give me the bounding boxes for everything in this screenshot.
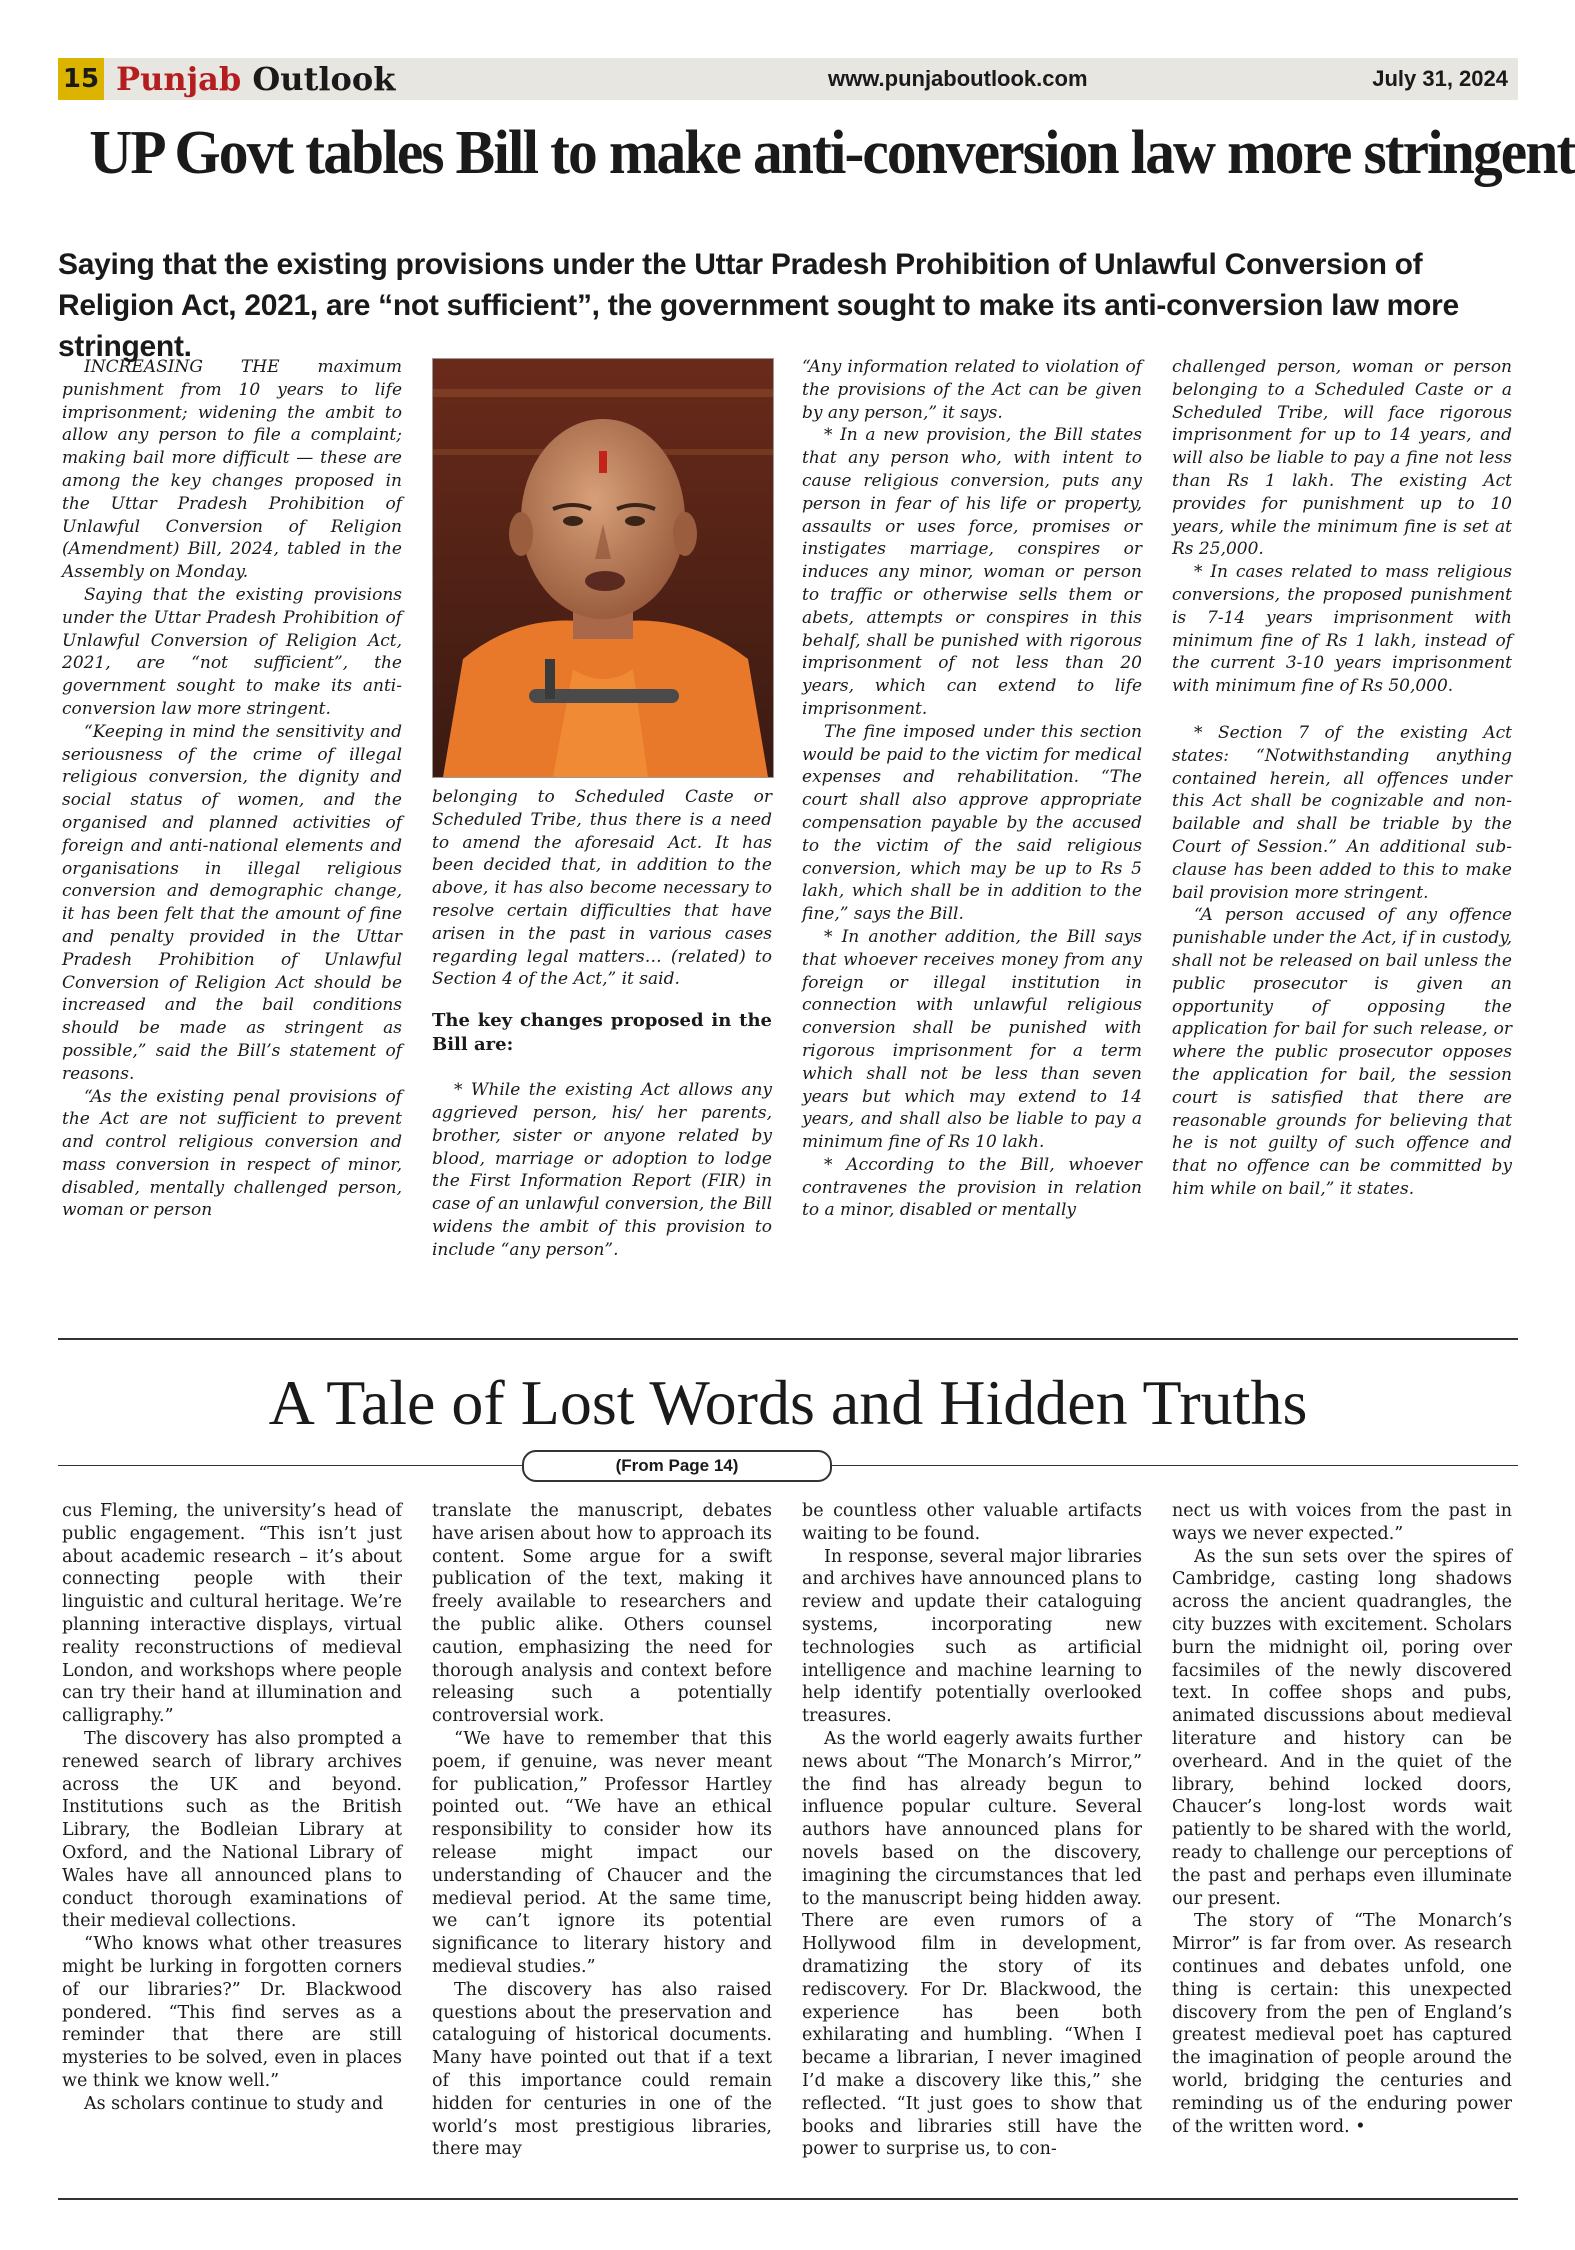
publication-name xyxy=(116,58,395,100)
paragraph: As the world eagerly awaits further news about “The Monarch’s Mirror,” the find has already begun to influence popular culture. Several authors have announced plans for novels based on the discovery, imagining the circumstances that led to the manuscript being hidden away. There are even rumors of a Hollywood film in development, dramatizing the story of its rediscovery. For Dr. Blackwood, the experience has been both exhilarating and humbling. “When I became a librarian, I never imagined I’d make a discovery like this,” she reflected. “It just goes to show that books and libraries still have the power to surprise us, to con- xyxy=(802,1728,1142,2160)
story2-column-1 xyxy=(62,1500,402,2116)
paragraph: * In a new provision, the Bill states that any person who, with intent to cause religious conversion, puts any person in fear of his life or property, assaults or uses force, promises or instigates marriage, conspires or induces any minor, woman or person to traffic or otherwise sells them or abets, attempts or conspires in this behalf, shall be punished with rigorous imprisonment of not less than 20 years, which can extend to life imprisonment. xyxy=(802,425,1142,719)
paragraph: be countless other valuable artifacts waiting to be found. xyxy=(802,1501,1142,1544)
paragraph: * According to the Bill, whoever contravenes the provision in relation to a minor, disabled or mentally xyxy=(802,1154,1142,1221)
paragraph: INCREASING THE maximum punishment from 10 years to life imprisonment; widening the ambit to allow any person to file a complaint; making bail more difficult — these are among the key changes proposed in the Uttar Pradesh Prohibition of Unlawful Conversion of Religion (Amendment) Bill, 2024, tabled in the Assembly on Monday. xyxy=(62,357,402,583)
website-url: www.punjaboutlook.com xyxy=(828,66,1088,91)
paragraph: Saying that the existing provisions under the Uttar Pradesh Prohibition of Unlawful Conversion of Religion Act, 2021, are “not sufficient”, the government sought to make its anti-conversion law more stringent. xyxy=(62,584,402,719)
paragraph: The discovery has also raised questions about the preservation and cataloguing of historical documents. Many have pointed out that if a text of this importance could remain hidden for centuries in one of the world’s most prestigious libraries, there may xyxy=(432,1979,772,2160)
story1-headline: UP Govt tables Bill to make anti-conversion law more stringent xyxy=(89,119,1575,187)
paragraph: The fine imposed under this section would be paid to the victim for medical expenses and rehabilitation. “The court shall also approve appropriate compensation payable by the accused to the victim of the said religious conversion, which may be up to Rs 5 lakh, which shall be in addition to the fine,” says the Bill. xyxy=(802,721,1142,925)
paragraph: “We have to remember that this poem, if genuine, was never meant for publication,” Professor Hartley pointed out. “We have an ethical responsibility to consider how its release might impact our understanding of Chaucer and the medieval period. At the same time, we can’t ignore its potential significance to literary history and medieval studies.” xyxy=(432,1728,772,1977)
paragraph: In response, several major libraries and archives have announced plans to review and update their cataloguing systems, incorporating new technologies such as artificial intelligence and machine learning to help identify potentially overlooked treasures. xyxy=(802,1546,1142,1727)
page-number: 15 xyxy=(58,58,104,100)
paragraph: “Any information related to violation of the provisions of the Act can be given by any person,” it says. xyxy=(802,357,1142,423)
paragraph: As scholars continue to study and xyxy=(84,2093,384,2114)
section-divider xyxy=(58,1338,1518,1340)
paragraph: belonging to Scheduled Caste or Scheduled Tribe, thus there is a need to amend the aforesaid Act. It has been decided that, in addition to the above, it has also become necessary to resolve certain difficulties that have arisen in the past in various cases regarding legal matters… (related) to Section 4 of the Act,” it said. xyxy=(432,787,772,990)
paragraph: “A person accused of any offence punishable under the Act, if in custody, shall not be released on bail unless the public prosecutor is given an opportunity of opposing the application for bail for such release, or where the public prosecutor opposes the application for bail, the session court is satisfied that there are reasonable grounds for believing that he is not guilty of such offence and that no offence can be committed by him while on bail,” it states. xyxy=(1172,905,1512,1199)
paragraph: nect us with voices from the past in ways we never expected.” xyxy=(1172,1501,1512,1544)
paragraph: * In cases related to mass religious conversions, the proposed punishment is 7-14 years imprisonment with minimum fine of Rs 1 lakh, instead of the current 3-10 years imprisonment with minimum fine of Rs 50,000. xyxy=(1172,562,1512,697)
paragraph: * In another addition, the Bill says that whoever receives money from any foreign or illegal institution in connection with unlawful religious conversion shall be punished with rigorous imprisonment for a term which shall not be less than seven years but which may extend to 14 years, and shall also be liable to pay a minimum fine of Rs 10 lakh. xyxy=(802,926,1142,1153)
paragraph: “Who knows what other treasures might be lurking in forgotten corners of our libraries?” Dr. Blackwood pondered. “This find serves as a reminder that there are still mysteries to be solved, even in places we think we know well.” xyxy=(62,1934,402,2091)
story2-column-2 xyxy=(432,1500,772,2161)
paragraph: The discovery has also prompted a renewed search of library archives across the UK and beyond. Institutions such as the British Library, the Bodleian Library at Oxford, and the National Library of Wales have all announced plans to conduct thorough examinations of their medieval collections. xyxy=(62,1728,402,1932)
paragraph: * While the existing Act allows any aggrieved person, his/ her parents, brother, sister or anyone related by blood, marriage or adoption to lodge the First Information Report (FIR) in case of an unlawful conversion, the Bill widens the ambit of this provision to include “any person”. xyxy=(432,1080,772,1260)
paragraph: “As the existing penal provisions of the Act are not sufficient to prevent and control religious conversion and mass conversion in respect of minor, disabled, mentally challenged person, woman or person xyxy=(62,1086,402,1221)
paragraph: * Section 7 of the existing Act states: “Notwithstanding anything contained herein, all offences under this Act shall be cognizable and non-bailable and shall be triable by the Court of Session.” An additional sub-clause has been added to this to make bail provision more stringent. xyxy=(1172,722,1512,903)
paragraph: “Keeping in mind the sensitivity and seriousness of the crime of illegal religious conversion, the dignity and social status of women, and the organised and planned activities of foreign and anti-national elements and organisations in illegal religious conversion and demographic change, it has been felt that the amount of fine and penalty provided in the Uttar Pradesh Prohibition of Unlawful Conversion of Religion Act should be increased and the bail conditions should be made as stringent as possible,” said the Bill’s statement of reasons. xyxy=(62,721,402,1084)
spacer xyxy=(1172,698,1512,722)
issue-date: July 31, 2024 xyxy=(1372,66,1508,91)
masthead-bar xyxy=(58,58,1518,100)
paragraph: As the sun sets over the spires of Cambridge, casting long shadows across the ancient quadrangles, the city buzzes with excitement. Scholars burn the midnight oil, poring over facsimiles of the newly discovered text. In coffee shops and pubs, animated discussions about medieval literature and history can be overheard. And in the quiet of the library, behind locked doors, Chaucer’s long-lost words wait patiently to be shared with the world, ready to challenge our perceptions of the past and perhaps even illuminate our present. xyxy=(1172,1546,1512,1909)
key-changes-heading: The key changes proposed in the Bill are: xyxy=(432,1010,772,1056)
paragraph: The story of “The Monarch’s Mirror” is far from over. As research continues and debates unfold, one thing is certain: this unexpected discovery from the pen of England’s greatest medieval poet has captured the imagination of people around the world, bridging the centuries and reminding us of the enduring power of the written word. • xyxy=(1172,1911,1512,2137)
paragraph: cus Fleming, the university’s head of public engagement. “This isn’t just about academic research – it’s about connecting people with their linguistic and cultural heritage. We’re planning interactive displays, virtual reality reconstructions of medieval London, and workshops where people can try their hand at illumination and calligraphy.” xyxy=(62,1501,402,1727)
story1-column-2 xyxy=(432,786,772,1262)
brand-word-1: Punjab xyxy=(116,60,242,98)
portrait-photo-illustration xyxy=(433,359,773,777)
page-bottom-rule xyxy=(58,2198,1518,2200)
story1-column-3 xyxy=(802,356,1142,1222)
story1-dek: Saying that the existing provisions under the Uttar Pradesh Prohibition of Unlawful Conversion of Religion Act, 2021, are “not sufficient”, the government sought to make its anti-conversion law more stringent. xyxy=(58,248,1459,364)
story2-headline: A Tale of Lost Words and Hidden Truths xyxy=(268,1367,1308,1438)
story2-column-3 xyxy=(802,1500,1142,2161)
paragraph: translate the manuscript, debates have arisen about how to approach its content. Some argue for a swift publication of the text, making it freely available to researchers and the public alike. Others counsel caution, emphasizing the need for thorough analysis and context before releasing such a potentially controversial work. xyxy=(432,1501,773,1727)
story2-column-4 xyxy=(1172,1500,1512,2138)
brand-word-2: Outlook xyxy=(252,60,396,98)
continuation-label: (From Page 14) xyxy=(522,1450,832,1482)
paragraph: challenged person, woman or person belonging to a Scheduled Caste or a Scheduled Tribe, will face rigorous imprisonment for up to 14 years, and will also be liable to pay a fine not less than Rs 1 lakh. The existing Act provides for punishment up to 10 years, while the minimum fine is set at Rs 25,000. xyxy=(1172,357,1512,560)
story1-column-4 xyxy=(1172,356,1512,1201)
news-photo xyxy=(432,358,774,778)
story1-column-1 xyxy=(62,356,402,1222)
